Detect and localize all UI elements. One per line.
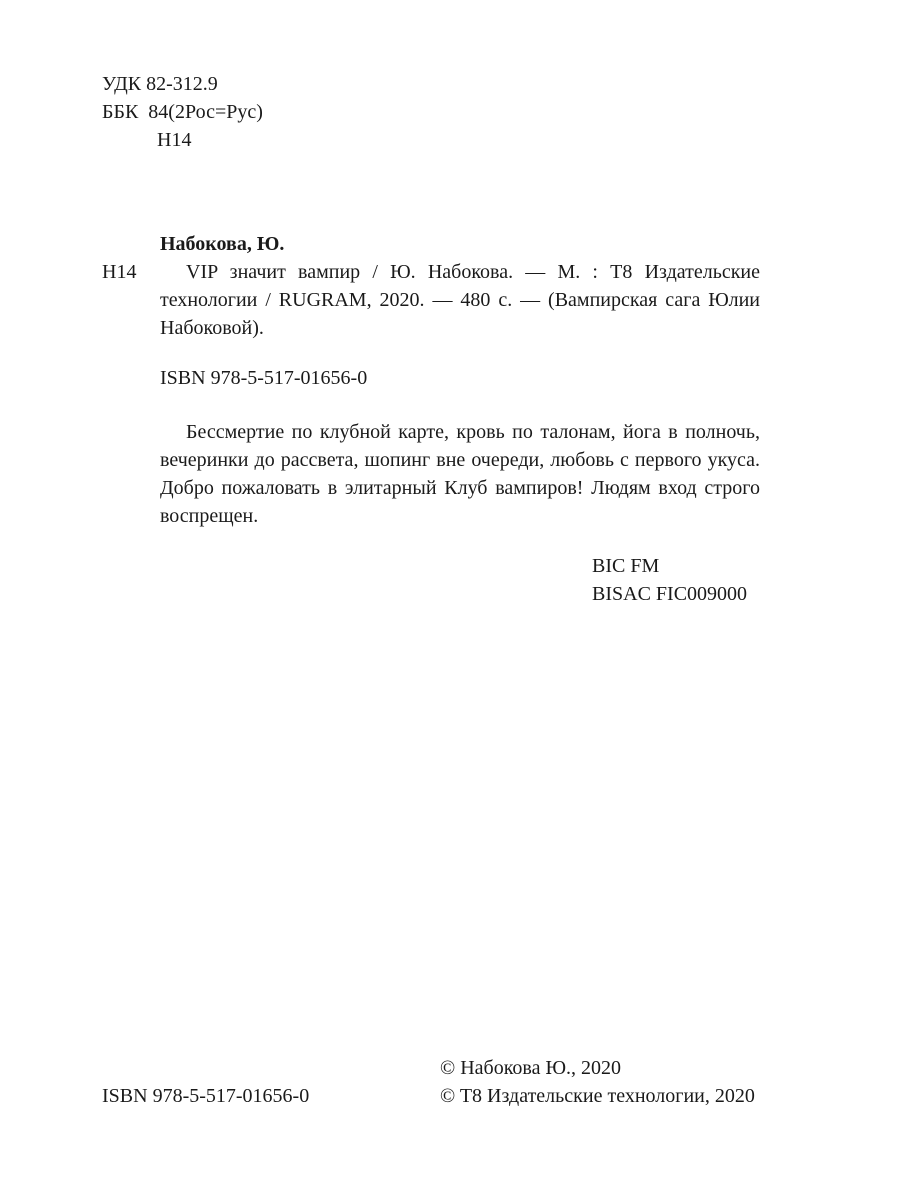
author-heading: Набокова, Ю. [160, 233, 285, 255]
record-isbn: ISBN 978-5-517-01656-0 [160, 367, 368, 389]
record-cutter-code: Н14 [102, 261, 137, 283]
cutter-code: Н14 [157, 129, 192, 151]
bibliographic-description: VIP значит вампир / Ю. Набокова. — М. : T8 Издательские технологии / RUGRAM, 2020. — 480 с. — (Вампирская сага Юлии Набоковой). [160, 261, 760, 339]
copyright-publisher: © T8 Издательские технологии, 2020 [440, 1085, 755, 1107]
copyright-author: © Набокова Ю., 2020 [440, 1057, 622, 1079]
bic-code: BIC FM [592, 555, 660, 577]
classification-block [102, 70, 402, 154]
subject-codes [592, 552, 747, 608]
copyright-block [440, 1054, 755, 1110]
udk-code: УДК 82-312.9 [102, 73, 218, 95]
footer-isbn: ISBN 978-5-517-01656-0 [102, 1085, 310, 1107]
annotation-text: Бессмертие по клубной карте, кровь по талонам, йога в полночь, вечеринки до рассвета, шопинг вне очереди, любовь с первого укуса. Добро пожаловать в элитарный Клуб вампиров! Людям вход строго воспрещен. [160, 421, 760, 527]
bbk-code: ББК 84(2Рос=Рус) [102, 101, 263, 123]
bisac-code: BISAC FIC009000 [592, 583, 748, 605]
